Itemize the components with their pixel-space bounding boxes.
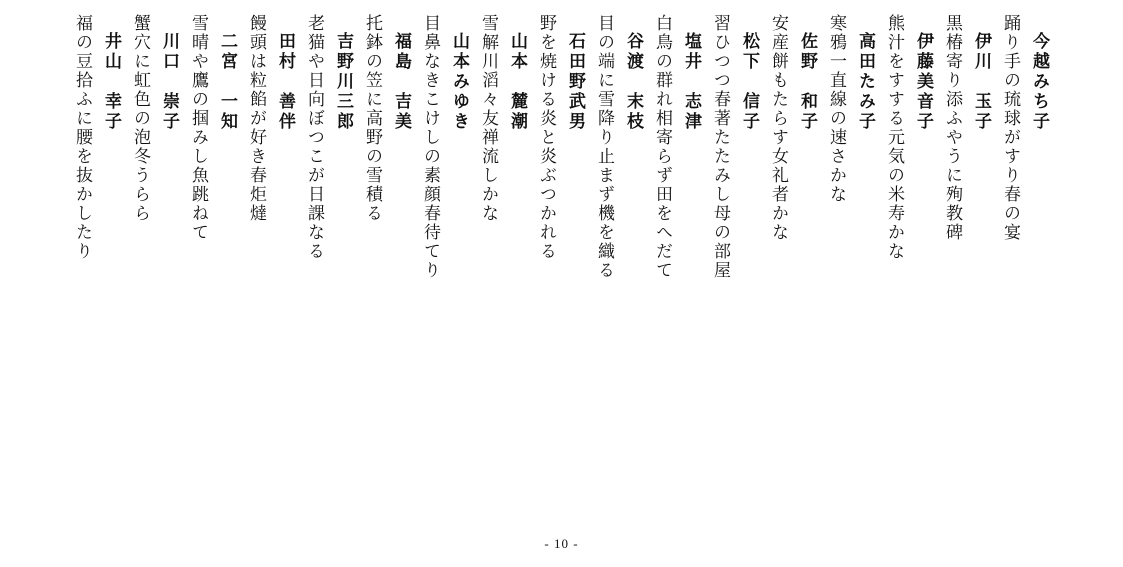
haiku-verse: 老猫や日向ぼつこが日課なる — [304, 14, 324, 261]
author-name: 石田野武男 — [565, 32, 585, 132]
haiku-verse: 白鳥の群れ相寄らず田をへだて — [652, 14, 672, 280]
haiku-verse: 蟹穴に虹色の泡冬うらら — [130, 14, 150, 223]
author-name: 谷渡 末枝 — [623, 32, 643, 132]
author-name: 塩井 志津 — [681, 32, 701, 132]
haiku-columns — [0, 14, 1123, 534]
author-name: 今越みち子 — [1029, 32, 1049, 132]
author-name: 松下 信子 — [739, 32, 759, 132]
haiku-verse: 雪解川滔々友禅流しかな — [478, 14, 498, 223]
author-name: 佐野 和子 — [797, 32, 817, 132]
haiku-verse: 踊り手の琉球がすり春の宴 — [1000, 14, 1020, 242]
haiku-verse: 目の端に雪降り止まず機を織る — [594, 14, 614, 280]
author-name: 福島 吉美 — [391, 32, 411, 132]
haiku-verse: 熊汁をすする元気の米寿かな — [884, 14, 904, 261]
author-name: 田村 善伴 — [275, 32, 295, 132]
haiku-verse: 野を焼ける炎と炎ぶつかれる — [536, 14, 556, 261]
author-name: 山本 麓潮 — [507, 32, 527, 132]
page-number: - 10 - — [544, 536, 579, 551]
author-name: 山本みゆき — [449, 32, 469, 132]
haiku-verse: 福の豆拾ふに腰を抜かしたり — [72, 14, 92, 261]
author-name: 川口 崇子 — [159, 32, 179, 132]
haiku-verse: 寒鴉一直線の速さかな — [826, 14, 846, 204]
author-name: 伊川 玉子 — [971, 32, 991, 132]
haiku-verse: 饅頭は粒餡が好き春炬燵 — [246, 14, 266, 223]
haiku-verse: 目鼻なきこけしの素顔春待てり — [420, 14, 440, 280]
author-name: 井山 幸子 — [101, 32, 121, 132]
haiku-verse: 習ひつつ春著たたみし母の部屋 — [710, 14, 730, 280]
haiku-verse: 黒椿寄り添ふやうに殉教碑 — [942, 14, 962, 242]
haiku-verse: 安産餅もたらす女礼者かな — [768, 14, 788, 242]
haiku-verse: 雪晴や鷹の掴みし魚跳ねて — [188, 14, 208, 242]
author-name: 伊藤美音子 — [913, 32, 933, 132]
haiku-verse: 托鉢の笠に高野の雪積る — [362, 14, 382, 223]
author-name: 吉野川三郎 — [333, 32, 353, 132]
author-name: 二宮 一知 — [217, 32, 237, 132]
author-name: 高田たみ子 — [855, 32, 875, 132]
